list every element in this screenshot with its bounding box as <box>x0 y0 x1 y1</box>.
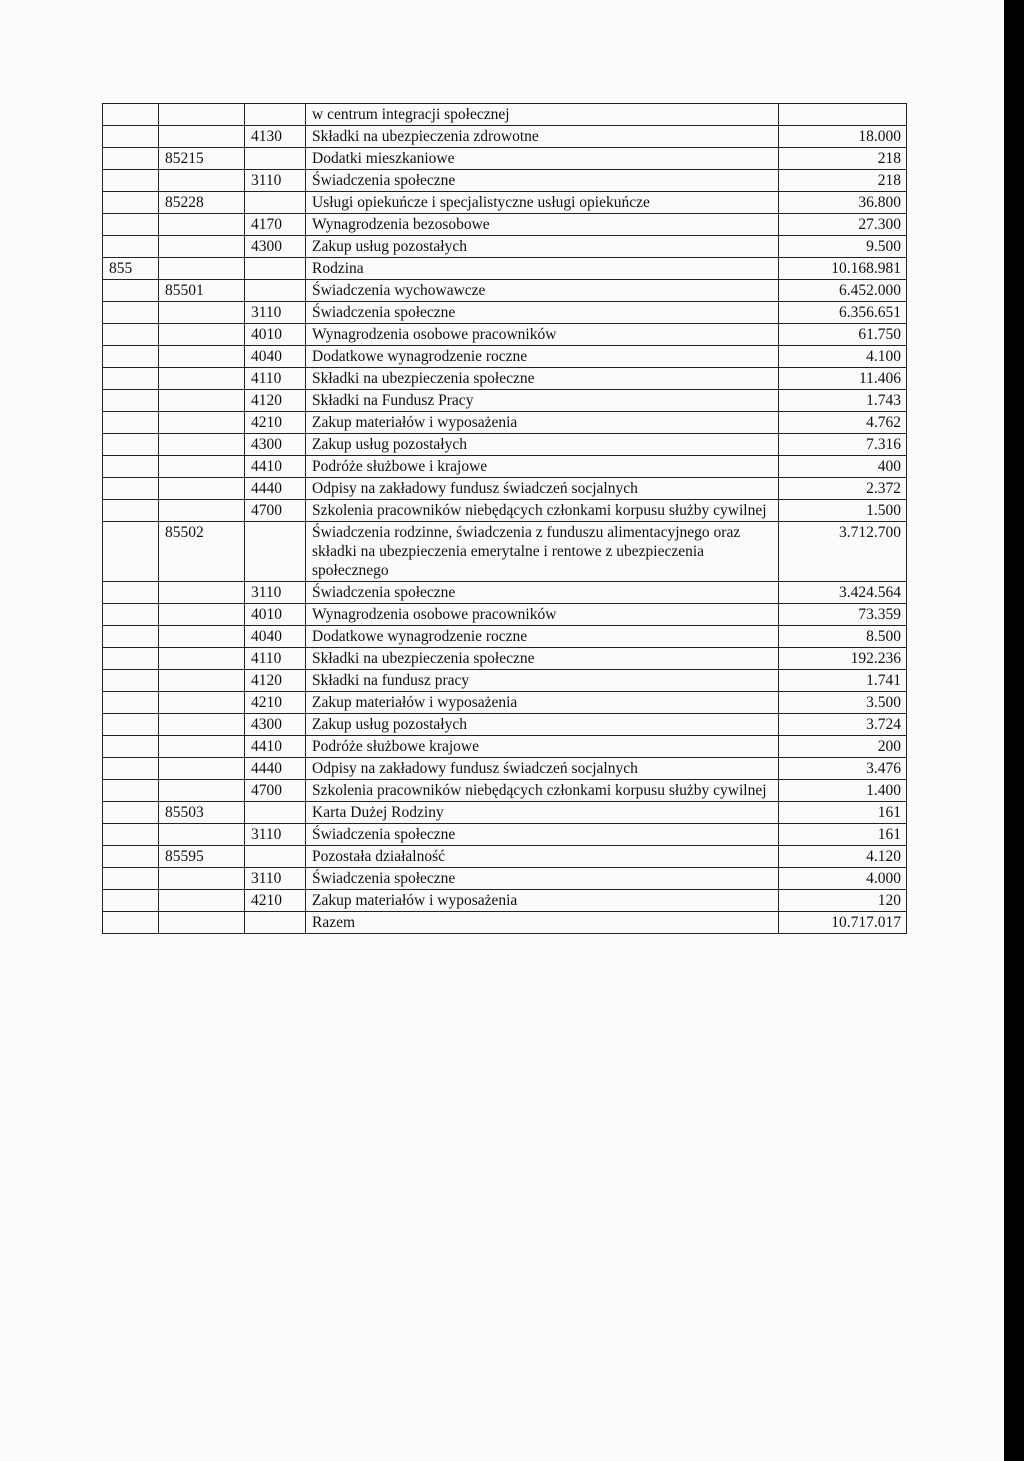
paragraf-cell: 4130 <box>245 126 306 148</box>
amount-cell: 2.372 <box>779 478 907 500</box>
dzial-cell <box>103 368 159 390</box>
amount-cell: 10.717.017 <box>779 912 907 934</box>
table-row <box>103 802 907 824</box>
table-row <box>103 412 907 434</box>
item-name-cell: Świadczenia społeczne <box>306 582 779 604</box>
amount-cell: 218 <box>779 148 907 170</box>
item-name-cell: Zakup materiałów i wyposażenia <box>306 890 779 912</box>
rozdzial-cell <box>159 324 245 346</box>
rozdzial-cell <box>159 626 245 648</box>
item-name-cell: Wynagrodzenia osobowe pracowników <box>306 604 779 626</box>
paragraf-cell <box>245 846 306 868</box>
rozdzial-cell <box>159 670 245 692</box>
amount-cell: 4.100 <box>779 346 907 368</box>
amount-cell: 6.356.651 <box>779 302 907 324</box>
item-name-cell: Świadczenia społeczne <box>306 824 779 846</box>
rozdzial-cell <box>159 890 245 912</box>
dzial-cell <box>103 148 159 170</box>
dzial-cell <box>103 714 159 736</box>
dzial-cell <box>103 846 159 868</box>
dzial-cell <box>103 758 159 780</box>
rozdzial-cell: 85595 <box>159 846 245 868</box>
dzial-cell <box>103 736 159 758</box>
amount-cell <box>779 104 907 126</box>
dzial-cell <box>103 192 159 214</box>
rozdzial-cell <box>159 104 245 126</box>
table-row <box>103 824 907 846</box>
paragraf-cell: 4440 <box>245 758 306 780</box>
rozdzial-cell <box>159 390 245 412</box>
paragraf-cell: 4120 <box>245 670 306 692</box>
dzial-cell <box>103 412 159 434</box>
paragraf-cell: 3110 <box>245 302 306 324</box>
amount-cell: 1.741 <box>779 670 907 692</box>
table-row <box>103 626 907 648</box>
paragraf-cell: 4170 <box>245 214 306 236</box>
rozdzial-cell <box>159 714 245 736</box>
paragraf-cell: 4410 <box>245 736 306 758</box>
amount-cell: 1.743 <box>779 390 907 412</box>
item-name-cell: Zakup usług pozostałych <box>306 714 779 736</box>
item-name-cell: w centrum integracji społecznej <box>306 104 779 126</box>
table-row <box>103 912 907 934</box>
rozdzial-cell <box>159 434 245 456</box>
paragraf-cell: 4120 <box>245 390 306 412</box>
table-row <box>103 170 907 192</box>
item-name-cell: Świadczenia społeczne <box>306 170 779 192</box>
paragraf-cell <box>245 192 306 214</box>
paragraf-cell: 4440 <box>245 478 306 500</box>
dzial-cell <box>103 478 159 500</box>
item-name-cell: Szkolenia pracowników niebędących członkami korpusu służby cywilnej <box>306 500 779 522</box>
table-row <box>103 302 907 324</box>
rozdzial-cell <box>159 604 245 626</box>
amount-cell: 3.724 <box>779 714 907 736</box>
rozdzial-cell <box>159 780 245 802</box>
table-row <box>103 214 907 236</box>
amount-cell: 4.762 <box>779 412 907 434</box>
rozdzial-cell <box>159 912 245 934</box>
paragraf-cell: 4210 <box>245 890 306 912</box>
paragraf-cell: 3110 <box>245 824 306 846</box>
paragraf-cell: 4300 <box>245 714 306 736</box>
item-name-cell: Wynagrodzenia osobowe pracowników <box>306 324 779 346</box>
paragraf-cell: 4040 <box>245 346 306 368</box>
amount-cell: 1.400 <box>779 780 907 802</box>
item-name-cell: Zakup usług pozostałych <box>306 434 779 456</box>
dzial-cell <box>103 648 159 670</box>
table-row <box>103 478 907 500</box>
amount-cell: 400 <box>779 456 907 478</box>
dzial-cell <box>103 692 159 714</box>
item-name-cell: Świadczenia rodzinne, świadczenia z funduszu alimentacyjnego oraz składki na ubezpieczenia emerytalne i rentowe z ubezpieczenia społecznego <box>306 522 779 582</box>
paragraf-cell <box>245 258 306 280</box>
dzial-cell <box>103 522 159 582</box>
rozdzial-cell: 85503 <box>159 802 245 824</box>
item-name-cell: Karta Dużej Rodziny <box>306 802 779 824</box>
rozdzial-cell <box>159 346 245 368</box>
amount-cell: 61.750 <box>779 324 907 346</box>
rozdzial-cell: 85502 <box>159 522 245 582</box>
item-name-cell: Świadczenia społeczne <box>306 868 779 890</box>
item-name-cell: Zakup materiałów i wyposażenia <box>306 692 779 714</box>
table-row <box>103 780 907 802</box>
dzial-cell <box>103 302 159 324</box>
table-row <box>103 670 907 692</box>
amount-cell: 18.000 <box>779 126 907 148</box>
table-row <box>103 434 907 456</box>
amount-cell: 1.500 <box>779 500 907 522</box>
dzial-cell <box>103 912 159 934</box>
rozdzial-cell <box>159 824 245 846</box>
dzial-cell <box>103 170 159 192</box>
table-body <box>103 104 907 934</box>
rozdzial-cell <box>159 412 245 434</box>
item-name-cell: Składki na ubezpieczenia społeczne <box>306 368 779 390</box>
dzial-cell <box>103 126 159 148</box>
paragraf-cell: 4210 <box>245 412 306 434</box>
item-name-cell: Razem <box>306 912 779 934</box>
amount-cell: 9.500 <box>779 236 907 258</box>
table-row <box>103 346 907 368</box>
rozdzial-cell <box>159 582 245 604</box>
amount-cell: 8.500 <box>779 626 907 648</box>
table-row <box>103 324 907 346</box>
rozdzial-cell <box>159 368 245 390</box>
dzial-cell <box>103 604 159 626</box>
item-name-cell: Odpisy na zakładowy fundusz świadczeń socjalnych <box>306 758 779 780</box>
dzial-cell <box>103 582 159 604</box>
item-name-cell: Zakup usług pozostałych <box>306 236 779 258</box>
paragraf-cell: 4110 <box>245 648 306 670</box>
item-name-cell: Składki na fundusz pracy <box>306 670 779 692</box>
rozdzial-cell <box>159 456 245 478</box>
table-row <box>103 104 907 126</box>
dzial-cell <box>103 802 159 824</box>
table-row <box>103 692 907 714</box>
paragraf-cell: 4300 <box>245 236 306 258</box>
table-row <box>103 192 907 214</box>
rozdzial-cell <box>159 648 245 670</box>
table-row <box>103 758 907 780</box>
paragraf-cell: 4010 <box>245 324 306 346</box>
item-name-cell: Odpisy na zakładowy fundusz świadczeń socjalnych <box>306 478 779 500</box>
dzial-cell <box>103 390 159 412</box>
rozdzial-cell <box>159 478 245 500</box>
rozdzial-cell <box>159 868 245 890</box>
paragraf-cell: 4040 <box>245 626 306 648</box>
table-row <box>103 890 907 912</box>
rozdzial-cell <box>159 214 245 236</box>
dzial-cell <box>103 346 159 368</box>
amount-cell: 4.120 <box>779 846 907 868</box>
dzial-cell <box>103 500 159 522</box>
dzial-cell <box>103 236 159 258</box>
paragraf-cell: 4300 <box>245 434 306 456</box>
amount-cell: 36.800 <box>779 192 907 214</box>
item-name-cell: Świadczenia społeczne <box>306 302 779 324</box>
item-name-cell: Pozostała działalność <box>306 846 779 868</box>
amount-cell: 3.712.700 <box>779 522 907 582</box>
paragraf-cell: 4700 <box>245 780 306 802</box>
amount-cell: 27.300 <box>779 214 907 236</box>
table-row <box>103 604 907 626</box>
item-name-cell: Usługi opiekuńcze i specjalistyczne usługi opiekuńcze <box>306 192 779 214</box>
paragraf-cell <box>245 912 306 934</box>
amount-cell: 3.424.564 <box>779 582 907 604</box>
rozdzial-cell: 85501 <box>159 280 245 302</box>
item-name-cell: Szkolenia pracowników niebędących członkami korpusu służby cywilnej <box>306 780 779 802</box>
rozdzial-cell <box>159 500 245 522</box>
paragraf-cell <box>245 148 306 170</box>
rozdzial-cell: 85228 <box>159 192 245 214</box>
table-row <box>103 582 907 604</box>
table-row <box>103 456 907 478</box>
dzial-cell <box>103 890 159 912</box>
dzial-cell <box>103 780 159 802</box>
amount-cell: 11.406 <box>779 368 907 390</box>
dzial-cell <box>103 324 159 346</box>
paragraf-cell: 3110 <box>245 170 306 192</box>
table-row <box>103 736 907 758</box>
table-row <box>103 714 907 736</box>
budget-table <box>102 103 907 934</box>
item-name-cell: Dodatki mieszkaniowe <box>306 148 779 170</box>
table-row <box>103 148 907 170</box>
paragraf-cell: 4210 <box>245 692 306 714</box>
item-name-cell: Składki na Fundusz Pracy <box>306 390 779 412</box>
item-name-cell: Rodzina <box>306 258 779 280</box>
item-name-cell: Zakup materiałów i wyposażenia <box>306 412 779 434</box>
table-row <box>103 868 907 890</box>
table-row <box>103 522 907 582</box>
table-row <box>103 648 907 670</box>
item-name-cell: Wynagrodzenia bezosobowe <box>306 214 779 236</box>
rozdzial-cell: 85215 <box>159 148 245 170</box>
paragraf-cell: 4110 <box>245 368 306 390</box>
amount-cell: 7.316 <box>779 434 907 456</box>
item-name-cell: Składki na ubezpieczenia zdrowotne <box>306 126 779 148</box>
rozdzial-cell <box>159 236 245 258</box>
paragraf-cell: 4700 <box>245 500 306 522</box>
item-name-cell: Świadczenia wychowawcze <box>306 280 779 302</box>
amount-cell: 3.500 <box>779 692 907 714</box>
rozdzial-cell <box>159 692 245 714</box>
table-row <box>103 280 907 302</box>
paragraf-cell: 4010 <box>245 604 306 626</box>
table-row <box>103 846 907 868</box>
item-name-cell: Dodatkowe wynagrodzenie roczne <box>306 626 779 648</box>
amount-cell: 6.452.000 <box>779 280 907 302</box>
paragraf-cell: 3110 <box>245 868 306 890</box>
table-row <box>103 236 907 258</box>
table-row <box>103 258 907 280</box>
amount-cell: 161 <box>779 824 907 846</box>
dzial-cell <box>103 868 159 890</box>
item-name-cell: Podróże służbowe i krajowe <box>306 456 779 478</box>
rozdzial-cell <box>159 758 245 780</box>
rozdzial-cell <box>159 736 245 758</box>
paragraf-cell <box>245 104 306 126</box>
amount-cell: 4.000 <box>779 868 907 890</box>
item-name-cell: Dodatkowe wynagrodzenie roczne <box>306 346 779 368</box>
amount-cell: 161 <box>779 802 907 824</box>
dzial-cell <box>103 104 159 126</box>
amount-cell: 218 <box>779 170 907 192</box>
paragraf-cell <box>245 280 306 302</box>
table-row <box>103 126 907 148</box>
dzial-cell <box>103 434 159 456</box>
amount-cell: 3.476 <box>779 758 907 780</box>
rozdzial-cell <box>159 258 245 280</box>
table-row <box>103 390 907 412</box>
paragraf-cell: 4410 <box>245 456 306 478</box>
rozdzial-cell <box>159 126 245 148</box>
item-name-cell: Podróże służbowe krajowe <box>306 736 779 758</box>
rozdzial-cell <box>159 302 245 324</box>
rozdzial-cell <box>159 170 245 192</box>
table-row <box>103 500 907 522</box>
dzial-cell: 855 <box>103 258 159 280</box>
paragraf-cell: 3110 <box>245 582 306 604</box>
dzial-cell <box>103 280 159 302</box>
item-name-cell: Składki na ubezpieczenia społeczne <box>306 648 779 670</box>
amount-cell: 10.168.981 <box>779 258 907 280</box>
dzial-cell <box>103 670 159 692</box>
dzial-cell <box>103 456 159 478</box>
amount-cell: 192.236 <box>779 648 907 670</box>
amount-cell: 200 <box>779 736 907 758</box>
paragraf-cell <box>245 522 306 582</box>
amount-cell: 73.359 <box>779 604 907 626</box>
dzial-cell <box>103 214 159 236</box>
dzial-cell <box>103 824 159 846</box>
paragraf-cell <box>245 802 306 824</box>
dzial-cell <box>103 626 159 648</box>
table-row <box>103 368 907 390</box>
amount-cell: 120 <box>779 890 907 912</box>
